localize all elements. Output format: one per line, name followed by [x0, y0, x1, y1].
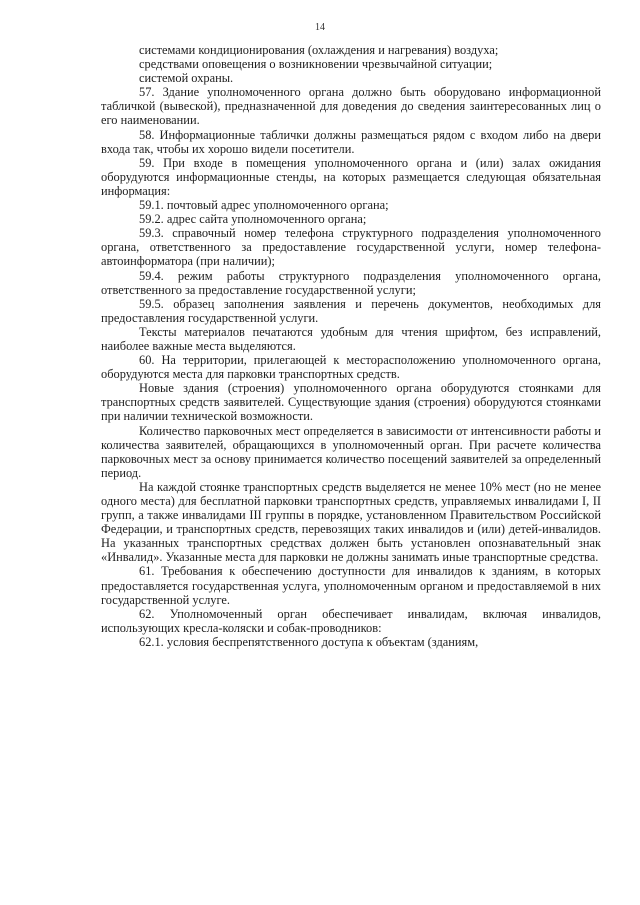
paragraph: 62. Уполномоченный орган обеспечивает инвалидам, включая инвалидов, использующих кресла-коляски и собак-проводников:	[101, 606, 601, 635]
paragraph: 57. Здание уполномоченного органа должно быть оборудовано информационной табличкой (вывеской), предназначенной для доведения до сведения заинтересованных лиц о его наименовании.	[101, 85, 601, 128]
paragraph: 58. Информационные таблички должны размещаться рядом с входом либо на двери входа так, чтобы их хорошо видели посетители.	[101, 127, 601, 156]
page-number: 14	[315, 22, 325, 33]
paragraph: На каждой стоянке транспортных средств выделяется не менее 10% мест (но не менее одного места) для бесплатной парковки транспортных средств, управляемых инвалидами I, II групп, а также инвалидами III группы в порядке, установленном Правительством Российской Федерации, и транспортных средств, перевозящих таких инвалидов и (или) детей-инвалидов. На указанных транспортных средствах должен быть установлен опознавательный знак «Инвалид». Указанные места для парковки не должны занимать иные транспортные средства.	[101, 479, 601, 565]
paragraph: 59.2. адрес сайта уполномоченного органа;	[139, 212, 367, 227]
paragraph: системой охраны.	[139, 71, 234, 86]
document-body	[101, 43, 601, 649]
paragraph: 61. Требования к обеспечению доступности для инвалидов к зданиям, в которых предоставляется государственная услуга, уполномоченным органом и предоставляемой в них государственной услуге.	[101, 564, 601, 607]
paragraph: системами кондиционирования (охлаждения и нагревания) воздуха;	[139, 43, 499, 57]
paragraph: Новые здания (строения) уполномоченного органа оборудуются стоянками для транспортных средств заявителей. Существующие здания (строения) оборудуются стоянками при наличии технической возможности.	[101, 381, 601, 424]
paragraph: средствами оповещения о возникновении чрезвычайной ситуации;	[139, 57, 493, 72]
paragraph: 59.3. справочный номер телефона структурного подразделения уполномоченного органа, ответственного за предоставление государственной услуги, номер телефона-автоинформатора (при наличии);	[101, 226, 601, 269]
paragraph: Количество парковочных мест определяется в зависимости от интенсивности работы и количества заявителей, обращающихся в уполномоченный орган. При расчете количества парковочных мест за основу принимается количество посещений заявителей за определенный период.	[101, 423, 601, 480]
paragraph: 62.1. условия беспрепятственного доступа к объектам (зданиям,	[139, 634, 479, 649]
paragraph: 59.4. режим работы структурного подразделения уполномоченного органа, ответственного за предоставление государственной услуги;	[101, 268, 601, 297]
paragraph: 60. На территории, прилегающей к месторасположению уполномоченного органа, оборудуются места для парковки транспортных средств.	[101, 353, 601, 382]
paragraph: 59. При входе в помещения уполномоченного органа и (или) залах ожидания оборудуются информационные стенды, на которых размещается следующая обязательная информация:	[101, 155, 601, 198]
paragraph: 59.5. образец заполнения заявления и перечень документов, необходимых для предоставления государственной услуги.	[101, 296, 601, 325]
paragraph: Тексты материалов печатаются удобным для чтения шрифтом, без исправлений, наиболее важные места выделяются.	[101, 324, 601, 353]
paragraph: 59.1. почтовый адрес уполномоченного органа;	[139, 198, 389, 213]
